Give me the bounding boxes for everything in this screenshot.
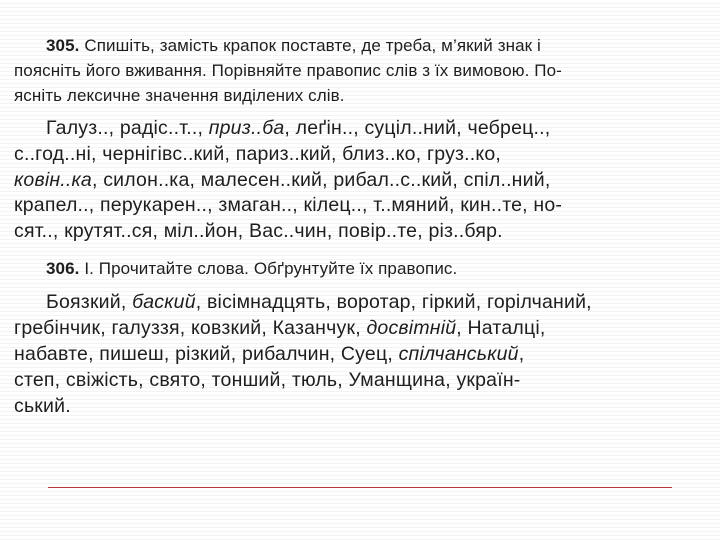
word-line <box>14 220 714 243</box>
word-line <box>14 194 714 217</box>
exercise-305-heading <box>46 36 716 56</box>
exercise-306-heading <box>46 259 716 279</box>
instruction-line: поясніть його вживання. Порівняйте правопис слів з їх вимовою. По- <box>14 61 562 80</box>
word-text: набавте, пишеш, різкий, рибалчин, Суец, <box>14 343 399 365</box>
separator-line <box>48 487 672 488</box>
instruction-line: ясніть лексичне значення виділених слів. <box>14 86 345 105</box>
exercise-number: 305. <box>46 36 80 55</box>
word-text: , силон..ка, малесен..кий, рибал..с..кий, спіл..ний, <box>91 169 551 191</box>
highlighted-word: ковін..ка <box>14 169 92 191</box>
word-line <box>14 395 714 418</box>
word-text: , вісімнадцять, воротар, гіркий, горілчаний, <box>195 291 592 313</box>
exercise-number: 306. <box>46 259 80 278</box>
word-text: сят.., крутят..ся, міл..йон, Вас..чин, повір..те, різ..бяр. <box>14 220 503 242</box>
word-text: , леґін.., суціл..ний, чебрец.., <box>284 117 551 139</box>
word-line <box>14 317 714 340</box>
highlighted-word: досвітній <box>366 317 457 339</box>
word-line <box>46 291 716 314</box>
word-text: , <box>518 343 525 365</box>
word-text: ський. <box>14 395 71 417</box>
highlighted-word: спілчанський <box>398 343 519 365</box>
word-line <box>14 343 714 366</box>
word-line <box>46 117 716 140</box>
word-text: Боязкий, <box>46 291 133 313</box>
word-text: крапел.., перукарен.., змаган.., кілец.., т..мяний, кин..те, но- <box>14 194 563 216</box>
instruction-text: І. Прочитайте слова. Обґрунтуйте їх правопис. <box>79 259 458 278</box>
word-line <box>14 369 714 392</box>
highlighted-word: приз..ба <box>208 117 285 139</box>
instruction-text: Спишіть, замість крапок поставте, де треба, м’який знак і <box>79 36 541 55</box>
word-text: , Наталці, <box>456 317 546 339</box>
word-text: Галуз.., радіс..т.., <box>46 117 209 139</box>
word-text: с..год..ні, чернігівс..кий, париз..кий, близ..ко, груз..ко, <box>14 143 502 165</box>
word-text: гребінчик, галуззя, ковзкий, Казанчук, <box>14 317 367 339</box>
word-text: степ, свіжість, свято, тонший, тюль, Уманщина, україн- <box>14 369 521 391</box>
word-line <box>14 169 714 192</box>
word-line <box>14 143 714 166</box>
highlighted-word: баский <box>132 291 196 313</box>
